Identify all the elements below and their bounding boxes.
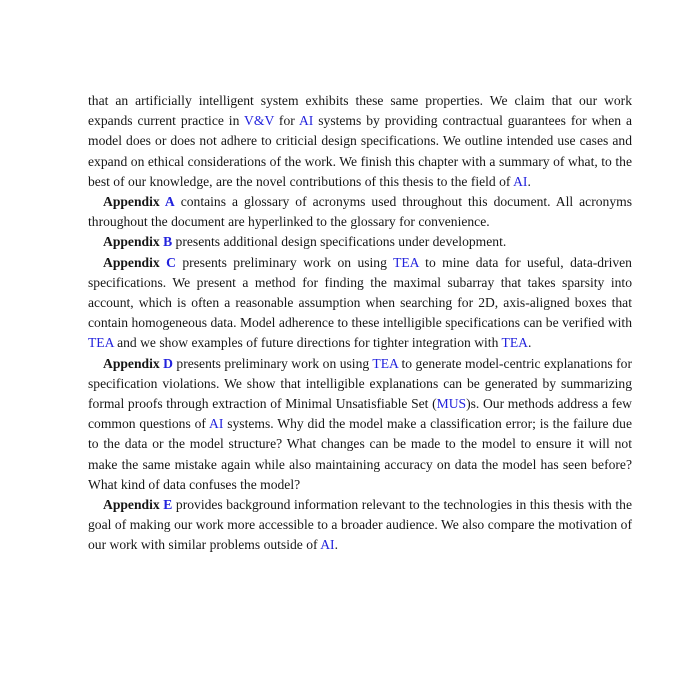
paragraph: [88, 354, 632, 495]
text-run: Appendix: [103, 194, 165, 210]
text-run: Appendix: [103, 254, 167, 270]
hyperlink[interactable]: TEA: [501, 335, 528, 351]
hyperlink[interactable]: D: [163, 355, 173, 371]
text-run: Appendix: [103, 355, 164, 371]
text-run: and we show examples of future directions for tighter integration with: [113, 335, 502, 351]
text-run: .: [527, 335, 532, 351]
text-run: Appendix: [103, 234, 164, 250]
hyperlink[interactable]: V&V: [244, 113, 275, 129]
text-run: presents preliminary work on using: [172, 355, 373, 371]
text-run: )s. Our methods address a few common questions of: [88, 396, 632, 432]
text-run: to mine data for useful, data-driven specifications. We present a method for finding the maximal subarray that takes sparsity into account, which is often a reasonable assumption when searching for 2D, axis-aligned boxes that contain homogeneous data. Model adherence to these intelligible specifications can be verified with: [88, 254, 632, 331]
hyperlink[interactable]: AI: [320, 537, 335, 553]
hyperlink[interactable]: AI: [298, 113, 314, 129]
text-run: that an artificially intelligent system exhibits these same properties. We claim that our work expands current practice in: [88, 93, 632, 129]
text-run: .: [334, 537, 338, 553]
paragraph: [88, 192, 632, 232]
hyperlink[interactable]: AI: [209, 416, 224, 432]
hyperlink[interactable]: C: [166, 254, 176, 270]
text-run: for: [274, 113, 299, 129]
text-run: presents additional design specifications under development.: [172, 234, 507, 250]
text-run: systems by providing contractual guarantees for when a model does or does not adhere to criticial design specifications. We outline intended use cases and expand on ethical considerations of the work. We finish this chapter with a summary of what, to the best of our knowledge, are the novel contributions of this thesis to the field of: [88, 113, 632, 189]
paragraph: [88, 91, 632, 192]
paragraph: [88, 232, 632, 252]
text-run: to generate model-centric explanations for specification violations. We show that intelligible explanations can be generated by summarizing formal proofs through extraction of Minimal Unsatisfiable Set (: [88, 355, 632, 412]
hyperlink[interactable]: B: [163, 234, 173, 250]
hyperlink[interactable]: TEA: [88, 335, 114, 351]
document-body: [88, 91, 632, 556]
text-run: contains a glossary of acronyms used throughout this document. All acronyms throughout the document are hyperlinked to the glossary for convenience.: [88, 194, 632, 230]
hyperlink[interactable]: TEA: [372, 355, 399, 371]
text-run: systems. Why did the model make a classification error; is the failure due to the data or the model structure? What changes can be made to the model to ensure it will not make the same mistake again while also maintaining accuracy on data the model has seen before? What kind of data confuses the model?: [88, 416, 632, 492]
paragraph: [88, 495, 632, 556]
text-run: Appendix: [103, 497, 164, 513]
text-run: presents preliminary work on using: [175, 254, 394, 270]
paragraph: [88, 253, 632, 354]
hyperlink[interactable]: A: [164, 194, 175, 210]
hyperlink[interactable]: AI: [513, 173, 528, 189]
text-run: provides background information relevant to the technologies in this thesis with the goal of making our work more accessible to a broader audience. We also compare the motivation of our work with similar problems outside of: [88, 497, 632, 553]
hyperlink[interactable]: TEA: [393, 254, 419, 270]
hyperlink[interactable]: MUS: [436, 396, 467, 412]
text-run: .: [527, 173, 531, 189]
hyperlink[interactable]: E: [163, 497, 173, 513]
